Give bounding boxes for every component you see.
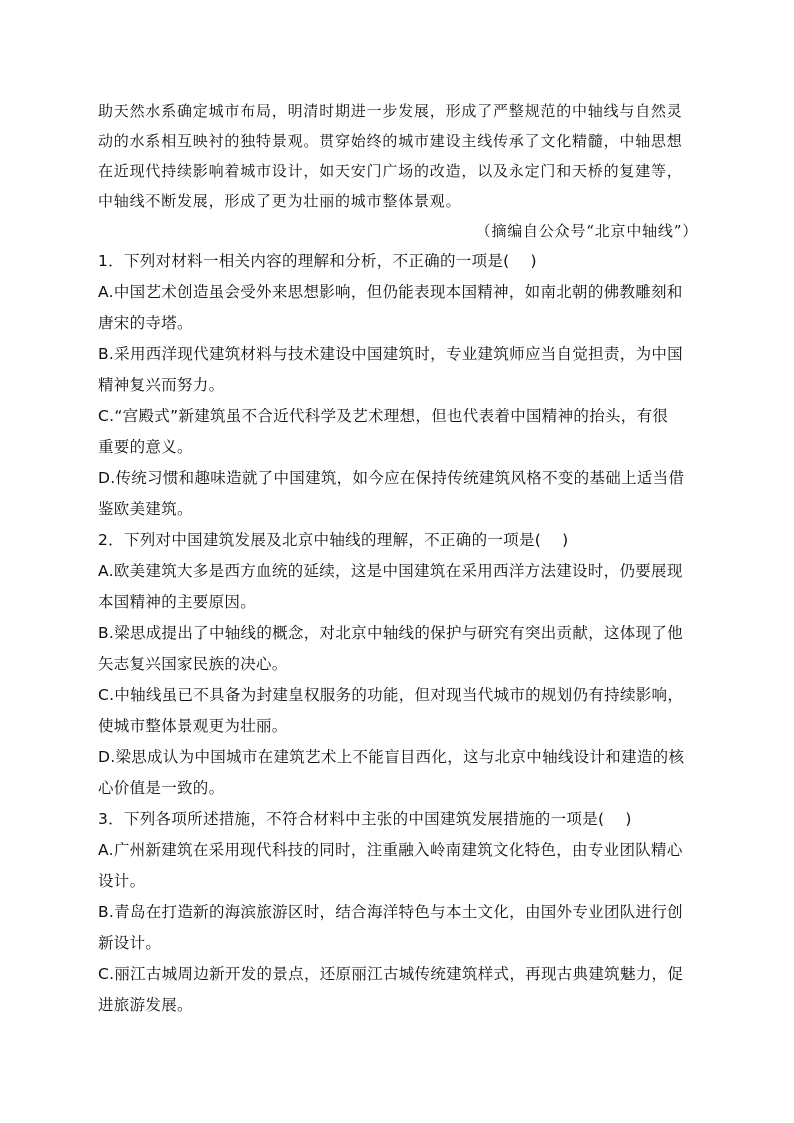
option-c-line: 进旅游发展。 [98,996,193,1014]
option-a-line: A.欧美建筑大多是西方血统的延续，这是中国建筑在采用西洋方法建设时，仍要展现 [98,562,683,580]
option-a-line: A.中国艺术创造虽会受外来思想影响，但仍能表现本国精神，如南北朝的佛教雕刻和 [98,283,683,301]
option-b-line: 精神复兴而努力。 [98,376,225,394]
passage-line: 动的水系相互映衬的独特景观。贯穿始终的城市建设主线传承了文化精髓，中轴思想 [98,132,683,150]
option-b-line: B.梁思成提出了中轴线的概念，对北京中轴线的保护与研究有突出贡献，这体现了他 [98,624,683,642]
option-c-line: C.“宫殿式”新建筑虽不合近代科学及艺术理想，但也代表着中国精神的抬头，有很 [98,407,669,425]
question-stem: 2．下列对中国建筑发展及北京中轴线的理解，不正确的一项是( ) [98,531,569,549]
option-b-line: B.采用西洋现代建筑材料与技术建设中国建筑时，专业建筑师应当自觉担责，为中国 [98,345,683,363]
option-a-line: A.广州新建筑在采用现代科技的同时，注重融入岭南建筑文化特色，由专业团队精心 [98,841,683,859]
source-citation: （摘编自公众号“北京中轴线”） [475,222,698,240]
question-3 [98,804,698,1021]
option-d-line: 心价值是一致的。 [98,779,225,797]
question-stem: 1．下列对材料一相关内容的理解和分析，不正确的一项是( ) [98,252,537,270]
option-c-line: 使城市整体景观更为壮丽。 [98,717,288,735]
option-c-line: C.中轴线虽已不具备为封建皇权服务的功能，但对现当代城市的规划仍有持续影响， [98,686,684,704]
option-a-line: 唐宋的寺塔。 [98,314,193,332]
passage-line: 在近现代持续影响着城市设计，如天安门广场的改造，以及永定门和天桥的复建等， [98,162,683,180]
passage-line: 助天然水系确定城市布局，明清时期进一步发展，形成了严整规范的中轴线与自然灵 [98,102,683,120]
question-2 [98,525,698,804]
option-b-line: 矢志复兴国家民族的决心。 [98,655,288,673]
option-d-line: D.传统习惯和趣味造就了中国建筑，如今应在保持传统建筑风格不变的基础上适当借 [98,469,685,487]
option-b-line: B.青岛在打造新的海滨旅游区时，结合海洋特色与本土文化，由国外专业团队进行创 [98,903,683,921]
passage-line: 中轴线不断发展，形成了更为壮丽的城市整体景观。 [98,192,462,210]
option-c-line: 重要的意义。 [98,438,193,456]
question-list [98,246,698,1021]
option-a-line: 本国精神的主要原因。 [98,593,257,611]
option-a-line: 设计。 [98,872,146,890]
passage-excerpt [98,96,698,246]
option-d-line: 鉴欧美建筑。 [98,500,193,518]
option-b-line: 新设计。 [98,934,162,952]
option-c-line: C.丽江古城周边新开发的景点，还原丽江古城传统建筑样式，再现古典建筑魅力，促 [98,965,684,983]
question-1 [98,246,698,525]
question-stem: 3．下列各项所述措施，不符合材料中主张的中国建筑发展措施的一项是( ) [98,810,632,828]
option-d-line: D.梁思成认为中国城市在建筑艺术上不能盲目西化，这与北京中轴线设计和建造的核 [98,748,685,766]
